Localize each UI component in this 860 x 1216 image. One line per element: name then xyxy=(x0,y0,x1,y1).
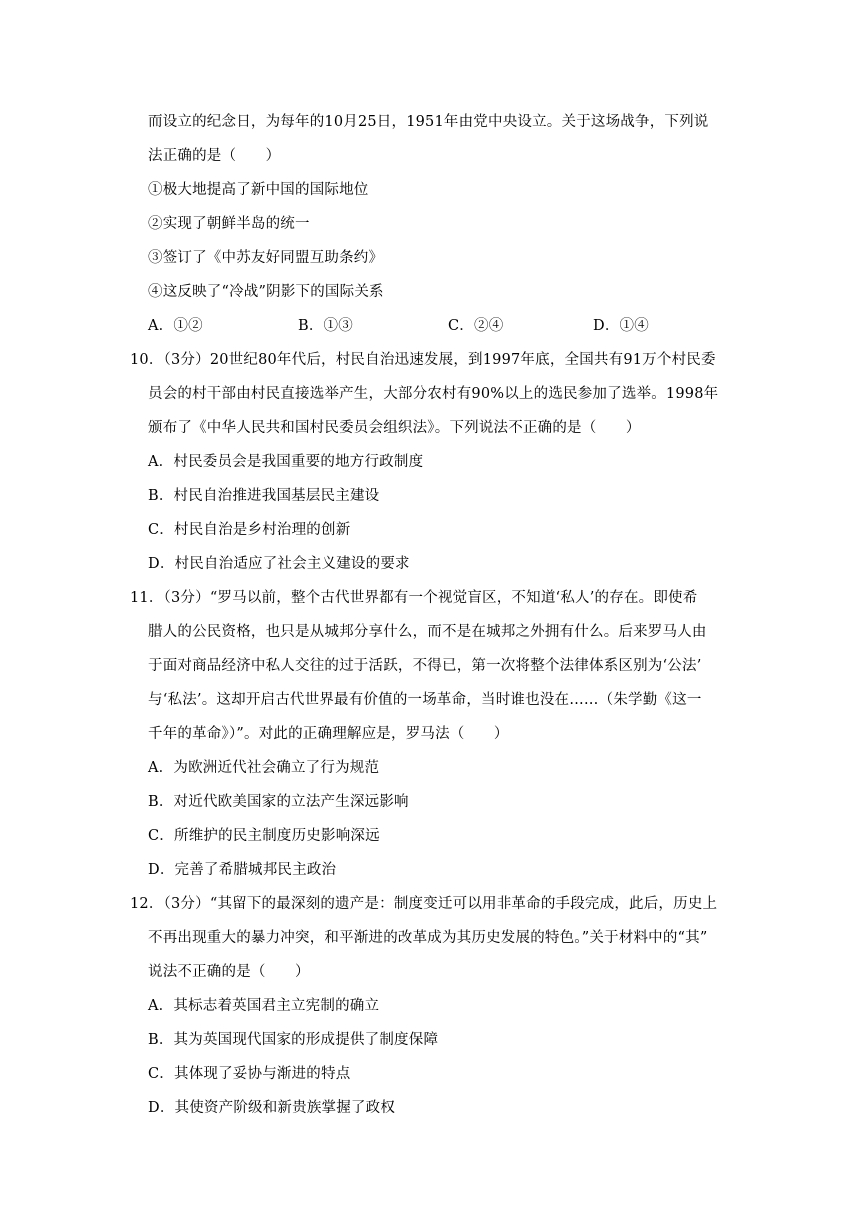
q11-stem-line-2: 腊人的公民资格，也只是从城邦分享什么，而不是在城邦之外拥有什么。后来罗马人由 xyxy=(148,624,707,640)
q10-option-a[interactable]: A．村民委员会是我国重要的地方行政制度 xyxy=(148,454,424,470)
q11-option-b[interactable]: B．对近代欧美国家的立法产生深远影响 xyxy=(148,794,409,810)
q9-item-4: ④这反映了“冷战”阴影下的国际关系 xyxy=(148,284,384,300)
q12-option-c[interactable]: C．其体现了妥协与渐进的特点 xyxy=(148,1066,351,1082)
q12-stem-line-3: 说法不正确的是（ ） xyxy=(148,964,310,980)
q11-stem-line-4: 与‘私法’。这却开启古代世界最有价值的一场革命，当时谁也没在……（朱学勤《这一 xyxy=(148,692,702,708)
q9-stem-line-1: 而设立的纪念日，为每年的10月25日，1951年由党中央设立。关于这场战争，下列说 xyxy=(148,114,709,130)
q10-option-b[interactable]: B．村民自治推进我国基层民主建设 xyxy=(148,488,380,504)
q10-stem-line-1: 10．（3分）20世纪80年代后，村民自治迅速发展，到1997年底，全国共有91万个村民委 xyxy=(130,352,716,368)
q11-option-a[interactable]: A．为欧洲近代社会确立了行为规范 xyxy=(148,760,380,776)
q12-option-d[interactable]: D．其使资产阶级和新贵族掌握了政权 xyxy=(148,1100,396,1116)
q11-stem-line-5: 千年的革命》）”。对此的正确理解应是，罗马法（ ） xyxy=(148,726,509,742)
q9-stem-line-2: 法正确的是（ ） xyxy=(148,148,281,164)
q12-option-b[interactable]: B．其为英国现代国家的形成提供了制度保障 xyxy=(148,1032,439,1048)
q11-stem-line-1: 11．（3分）“罗马以前，整个古代世界都有一个视觉盲区，不知道‘私人’的存在。即使希 xyxy=(130,590,698,606)
q10-option-c[interactable]: C．村民自治是乡村治理的创新 xyxy=(148,522,351,538)
q9-item-3: ③签订了《中苏友好同盟互助条约》 xyxy=(148,250,384,266)
q11-stem-line-3: 于面对商品经济中私人交往的过于活跃，不得已，第一次将整个法律体系区别为‘公法’ xyxy=(148,658,702,674)
q10-option-d[interactable]: D．村民自治适应了社会主义建设的要求 xyxy=(148,556,410,572)
q9-option-d[interactable]: D．①④ xyxy=(593,318,649,334)
q9-item-1: ①极大地提高了新中国的国际地位 xyxy=(148,182,369,198)
q11-option-d[interactable]: D．完善了希腊城邦民主政治 xyxy=(148,862,337,878)
q12-stem-line-1: 12．（3分）“其留下的最深刻的遗产是：制度变迁可以用非革命的手段完成，此后，历史上 xyxy=(130,896,718,912)
q12-stem-line-2: 不再出现重大的暴力冲突，和平渐进的改革成为其历史发展的特色。”关于材料中的“其” xyxy=(148,930,708,946)
q9-option-c[interactable]: C．②④ xyxy=(448,318,504,334)
q10-stem-line-3: 颁布了《中华人民共和国村民委员会组织法》。下列说法不正确的是（ ） xyxy=(148,420,641,436)
q10-stem-line-2: 员会的村干部由村民直接选举产生，大部分农村有90%以上的选民参加了选举。1998年 xyxy=(148,386,719,402)
q9-option-a[interactable]: A．①② xyxy=(148,318,203,334)
q9-option-b[interactable]: B．①③ xyxy=(298,318,353,334)
q9-item-2: ②实现了朝鲜半岛的统一 xyxy=(148,216,310,232)
q12-option-a[interactable]: A．其标志着英国君主立宪制的确立 xyxy=(148,998,380,1014)
q11-option-c[interactable]: C．所维护的民主制度历史影响深远 xyxy=(148,828,380,844)
